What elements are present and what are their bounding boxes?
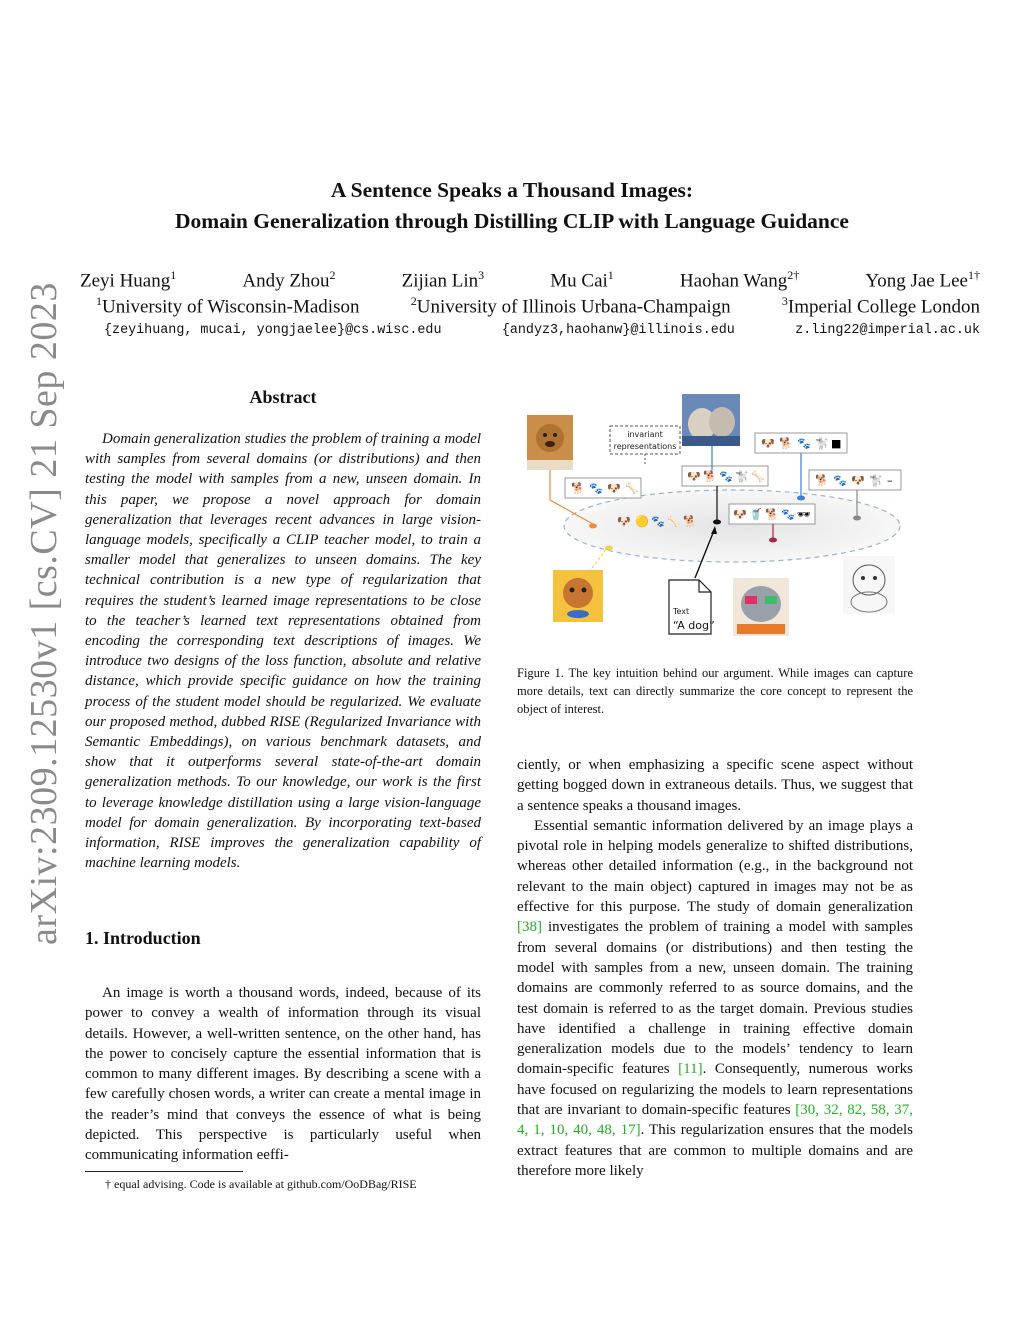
embedding-point-black: [713, 520, 721, 525]
affiliation: $^1$University of Wisconsin-Madison: [96, 294, 360, 318]
intro-paragraph-2: Essential semantic information delivered by an image plays a pivotal role in helping models generalize to shifted distributions, whereas other detailed information (e.g., in the background not relevant to the main object) captured in images may not be as effective for this purpose. The study of domain generalization [38] investigates the problem of training a model with samples from several domains (or distributions) and then testing the model with samples from a new, unseen domain. The training domains are commonly referred to as source domains, and the test domain is referred to as the target domain. Previous studies have identified a challenge in training effective domain generalization models due to the models’ tendency to learn domain-specific features [11]. Consequently, numerous works have focused on regularizing the models to learn representations that are invariant to domain-specific features [30, 32, 82, 58, 37, 4, 1, 10, 40, 48, 17]. This regularization ensures that the models extract features that are common to multiple domains and are therefore more likely: [517, 817, 914, 1179]
affiliation: $^2$University of Illinois Urbana-Champaign: [410, 294, 731, 318]
svg-text:🦴: 🦴: [625, 482, 639, 495]
icon-strip-inner-right: [729, 504, 815, 524]
svg-text:🕶: 🕶: [797, 508, 811, 521]
dogs-photo-image: [682, 394, 740, 446]
title-line-2: Domain Generalization through Distilling CLIP with Language Guidance: [175, 209, 849, 233]
svg-text:🐾: 🐾: [589, 482, 603, 495]
icon-strip-center: [682, 466, 768, 486]
document-label: Text: [673, 607, 690, 616]
svg-text:🐾: 🐾: [719, 470, 733, 483]
svg-text:🐶: 🐶: [851, 474, 865, 487]
svg-text:■: ■: [831, 437, 842, 450]
svg-text:🐕: 🐕: [703, 470, 717, 483]
svg-text:🐕: 🐕: [779, 437, 793, 450]
svg-text:🐶: 🐶: [607, 482, 621, 495]
popart-dog-image: [733, 578, 789, 636]
invariant-representations-callout: [610, 426, 680, 466]
embedding-point-orange: [589, 524, 597, 529]
callout-text-line-1: invariant: [627, 430, 663, 439]
title-line-1: A Sentence Speaks a Thousand Images:: [330, 178, 694, 202]
embedding-point-grey: [853, 516, 861, 521]
author: Yong Jae Lee$^{1\dagger}$: [865, 268, 980, 292]
svg-text:🐕: 🐕: [683, 515, 697, 528]
email-list: [104, 323, 980, 338]
svg-text:🐾: 🐾: [651, 515, 665, 528]
icon-strip-left: [565, 478, 641, 498]
dog-photo-image: [527, 415, 573, 470]
sketch-dog-image: [843, 556, 895, 614]
embedding-space-ellipse: [564, 490, 900, 562]
svg-text:🟡: 🟡: [635, 515, 649, 528]
svg-text:🐩: 🐩: [735, 470, 749, 483]
icon-strip-right: [809, 470, 901, 490]
citation-link[interactable]: [11]: [678, 1061, 703, 1078]
svg-text:🐾: 🐾: [797, 437, 811, 450]
svg-text:🐶: 🐶: [687, 470, 701, 483]
footnote-divider: [85, 1171, 243, 1172]
author-list: [80, 268, 980, 292]
citation-link[interactable]: [30, 32, 82, 58, 37, 4, 1, 10, 40, 48, 17]: [517, 1102, 913, 1139]
svg-text:🥤: 🥤: [749, 508, 763, 521]
author: Zeyi Huang$^1$: [80, 268, 177, 292]
callout-text-line-2: representations: [613, 442, 677, 451]
svg-text:🐶: 🐶: [733, 508, 747, 521]
icon-strip-top-right: [755, 433, 847, 453]
affiliation-list: [96, 294, 980, 318]
svg-text:–: –: [887, 474, 893, 487]
footnote: † equal advising. Code is available at github.com/OoDBag/RISE: [105, 1177, 417, 1191]
affiliation: $^3$Imperial College London: [781, 294, 980, 318]
abstract-text: Domain generalization studies the problem of training a model with samples from several domains (or distributions) and then testing the model with samples from a new, unseen domain. In this paper, we propose a novel approach for domain generalization that leverages recent advances in large vision-language models, specifically a CLIP teacher model, to train a smaller model that generalizes to unseen domains. The key technical contribution is a new type of regularization that requires the student’s learned image representations to be close to the teacher’s learned text representations obtained from encoding the corresponding text descriptions of images. We introduce two designs of the loss function, absolute and relative distance, which provide specific guidance on how the training process of the student model should be regularized. We evaluate our proposed method, dubbed RISE (Regularized Invariance with Semantic Embeddings), on various benchmark datasets, and show that it outperforms several state-of-the-art domain generalization methods. To our knowledge, our work is the first to leverage knowledge distillation using a large vision-language model for domain generalization. By incorporating text-based information, RISE improves the generalization capability of machine learning models.: [85, 431, 481, 872]
email: z.ling22@imperial.ac.uk: [795, 323, 980, 338]
email: {andyz3,haohanw}@illinois.edu: [501, 323, 735, 338]
embedding-point-yellow: [605, 546, 613, 551]
author: Mu Cai$^1$: [550, 268, 614, 292]
right-column-text: [517, 755, 913, 1181]
svg-text:🐶: 🐶: [617, 515, 631, 528]
svg-text:🐩: 🐩: [869, 474, 883, 487]
intro-paragraph-1-continued: ciently, or when emphasizing a specific scene aspect without getting bogged down in extraneous details. Thus, we suggest that a sentence speaks a thousand images.: [517, 757, 913, 814]
author: Haohan Wang$^{2\dagger}$: [679, 268, 800, 292]
email: {zeyihuang, mucai, yongjaelee}@cs.wisc.edu: [104, 323, 442, 338]
figure-1-diagram: [517, 388, 913, 654]
embedding-point-maroon: [769, 538, 777, 543]
svg-text:🐕: 🐕: [571, 482, 585, 495]
icon-strip-inner-left: [617, 514, 697, 528]
svg-text:🦴: 🦴: [751, 470, 765, 483]
svg-text:🐾: 🐾: [781, 508, 795, 521]
svg-text:🐩: 🐩: [815, 437, 829, 450]
figure-1-caption: Figure 1. The key intuition behind our argument. While images can capture more details, text can directly summarize the core concept to represent the object of interest.: [517, 666, 913, 716]
svg-text:🐾: 🐾: [833, 474, 847, 487]
figure-1: [517, 388, 913, 654]
svg-text:🐕: 🐕: [815, 474, 829, 487]
cartoon-dog-image: [553, 570, 603, 622]
abstract-heading: Abstract: [249, 387, 317, 407]
arxiv-identifier: arXiv:2309.12530v1 [cs.CV] 21 Sep 2023: [23, 282, 65, 945]
svg-text:🦴: 🦴: [667, 515, 681, 528]
svg-text:🐶: 🐶: [761, 437, 775, 450]
svg-text:🐕: 🐕: [765, 508, 779, 521]
document-quote: “A dog”: [673, 619, 715, 632]
section-heading-introduction: 1. Introduction: [85, 928, 201, 948]
author: Andy Zhou$^2$: [242, 268, 336, 292]
embedding-point-blue: [797, 496, 805, 501]
paper-title: [0, 175, 1024, 237]
author: Zijian Lin$^3$: [401, 268, 485, 292]
citation-link[interactable]: [38]: [517, 919, 542, 936]
intro-paragraph-1: An image is worth a thousand words, indeed, because of its power to convey a wealth of information through its visual details. However, a well-written sentence, on the other hand, has the power to concisely capture the essential information that is common to many different images. By describing a scene with a few carefully chosen words, a writer can create a mental image in the reader’s mind that conveys the essence of what is being depicted. This perspective is particularly useful when communicating information eeffi-: [85, 985, 481, 1164]
